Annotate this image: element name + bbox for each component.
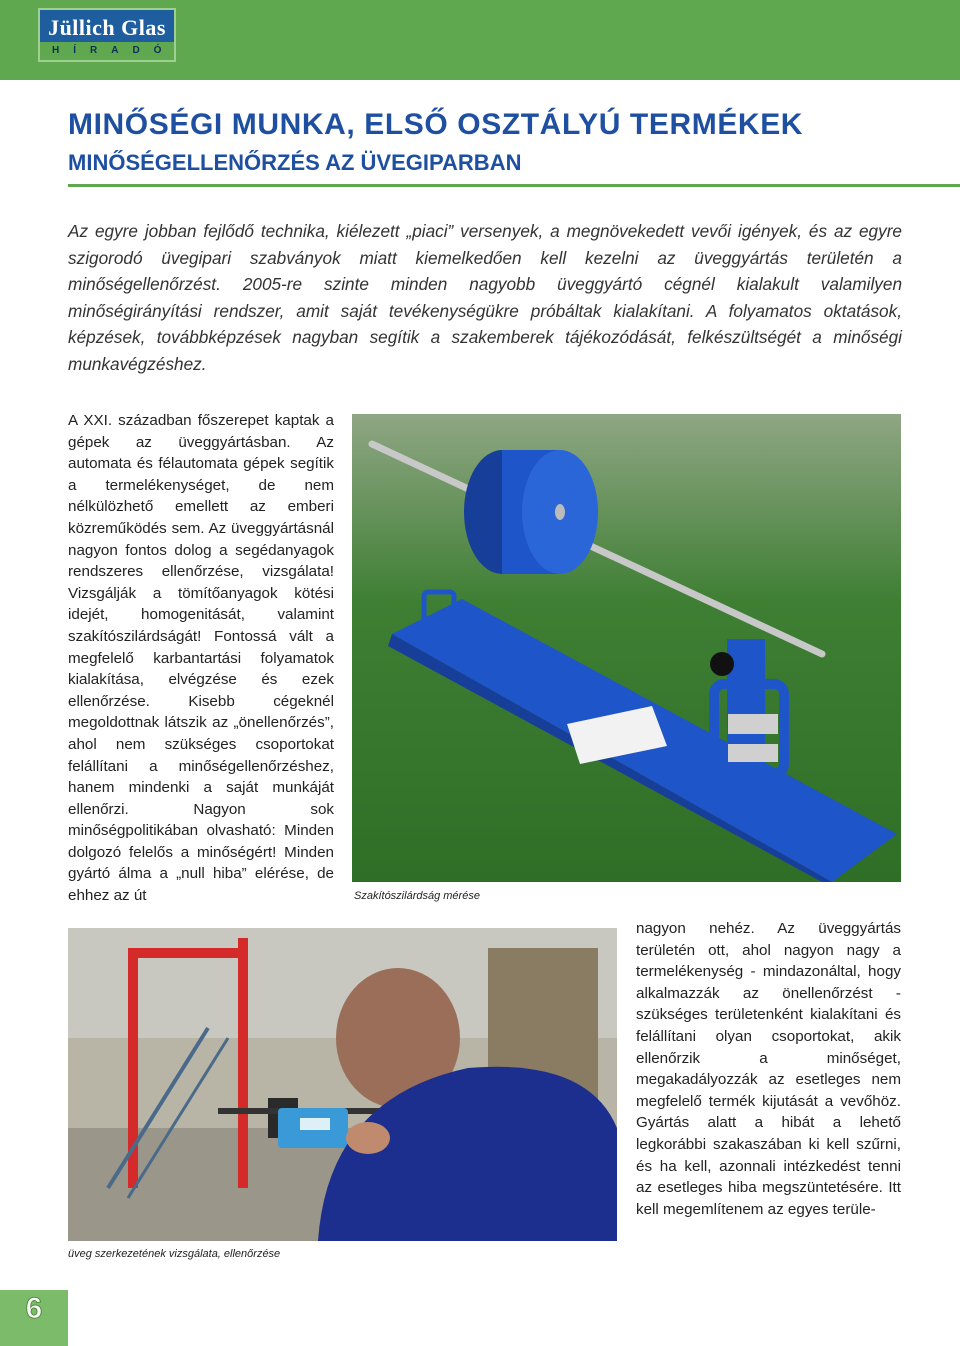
article-title: MINŐSÉGI MUNKA, ELSŐ OSZTÁLYÚ TERMÉKEK <box>68 108 804 141</box>
figure-caption-1: Szakítószilárdság mérése <box>354 890 480 902</box>
intro-paragraph: Az egyre jobban fejlődő technika, kiélezett „piaci” versenyek, a megnövekedett vevői igények, és az egyre szigorodó üvegipari szabványok miatt kiemelkedően kell kezelni az üveggyártás területén a minőségellenőrzést. 2005-re szinte minden nagyobb üveggyártó cégnél kialakult valamilyen minőségirányítási rendszer, amit saját tevékenységükre próbáltak kialakítani. A folyamatos oktatások, képzések, továbbképzések nagyban segítik a szakemberek tájékozódását, felkészültségét a minőségi munkavégzéshez. <box>68 221 902 374</box>
body-column-1: A XXI. században főszerepet kaptak a gépek az üveggyártásban. Az automata és félautomata gépek segítik a termelékenységet, de nem nélkülözhető emellett az emberi közreműködés sem. Az üveggyártásnál nagyon fontos dolog a segédanyagok rendszeres ellenőrzése, vizsgálata! Vizsgálják a tömítőanyagok kötési idejét, homogenitását, valamint szakítószilárdságát! Fontossá vált a megfelelő karbantartási folyamatok kialakítása, elvégzése és ezek ellenőrzése. Kisebb cégeknél megoldottnak látszik az „önellenőrzés”, ahol nem szükséges csoportokat felállítani a minőségellenőrzéshez, hanem mindenki a saját munkáját ellenőrzi. Nagyon sok minőségpolitikában olvasható: Minden dolgozó felelős a minőségért! Minden gyártó álma a „null hiba” elérése, de ehhez az út <box>68 412 334 905</box>
brand-name: Jüllich Glas <box>48 15 166 40</box>
divider <box>68 184 960 187</box>
page-number: 6 <box>25 1292 43 1325</box>
tensile-test-photo <box>352 414 901 882</box>
tensile-test-illustration <box>352 414 901 882</box>
figure-caption-2: üveg szerkezetének vizsgálata, ellenőrzése <box>68 1248 281 1260</box>
brand-subtitle: HÍRADÓ <box>40 42 174 60</box>
body-column-2: nagyon nehéz. Az üveggyártás területén ott, ahol nagyon nagy a termelékenység - mindazonáltal, hogy alkalmazzák az önellenőrzést - szükséges területenként kialakítani és felállítani olyan csoportokat, akik ellenőrzik a minőséget, megakadályozzák az esetleges nem megfelelő termék kijutását a vevőhöz. Gyártás alatt a hibát a lehető legkorábbi szakaszában ki kell szűrni, és ha kell, azonnali intézkedést tenni az esetleges hiba megszüntetésére. Itt kell megemlítenem az egyes terüle- <box>636 920 901 1218</box>
brand-logo <box>38 8 176 62</box>
glass-inspection-illustration <box>68 928 617 1241</box>
article-subtitle: MINŐSÉGELLENŐRZÉS AZ ÜVEGIPARBAN <box>68 150 522 175</box>
glass-inspection-photo <box>68 928 617 1241</box>
